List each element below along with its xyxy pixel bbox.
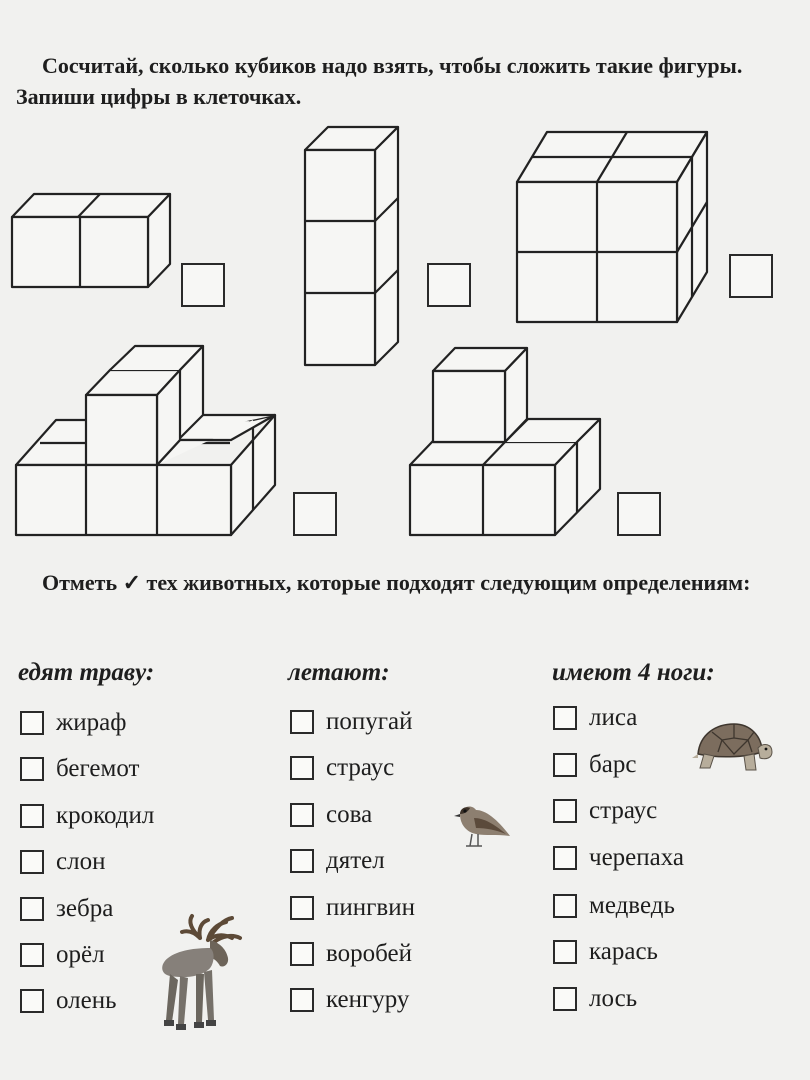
column-heading-four-legs: имеют 4 ноги: <box>552 659 715 686</box>
item-label: зебра <box>56 895 114 922</box>
task1-instruction: Сосчитай, сколько кубиков надо взять, чтобы сложить такие фигуры. Запиши цифры в клеточках. <box>16 53 743 109</box>
list-item[interactable] <box>553 795 657 827</box>
list-item[interactable] <box>20 753 139 785</box>
checkbox[interactable] <box>20 989 44 1013</box>
item-label: медведь <box>589 892 675 919</box>
checkbox[interactable] <box>20 804 44 828</box>
list-item[interactable] <box>20 893 113 925</box>
list-item[interactable] <box>553 936 658 968</box>
answer-box-figure-5[interactable] <box>617 492 661 536</box>
checkbox[interactable] <box>553 894 577 918</box>
list-item[interactable] <box>20 846 105 878</box>
checkbox[interactable] <box>553 940 577 964</box>
list-item[interactable] <box>290 845 385 877</box>
list-item[interactable] <box>290 984 409 1016</box>
moose-illustration <box>148 912 276 1040</box>
item-label: олень <box>56 987 117 1014</box>
checkbox[interactable] <box>290 849 314 873</box>
checkbox[interactable] <box>553 799 577 823</box>
list-item[interactable] <box>20 800 154 832</box>
figure-2 <box>305 127 398 365</box>
item-label: слон <box>56 848 106 875</box>
checkbox[interactable] <box>290 942 314 966</box>
list-item[interactable] <box>553 842 684 874</box>
list-item[interactable] <box>20 707 126 739</box>
checkbox[interactable] <box>290 756 314 780</box>
column-heading-fly: летают: <box>288 659 390 686</box>
list-item[interactable] <box>290 799 372 831</box>
item-label: орёл <box>56 941 105 968</box>
answer-box-figure-1[interactable] <box>181 263 225 307</box>
checkbox[interactable] <box>20 943 44 967</box>
answer-box-figure-4[interactable] <box>293 492 337 536</box>
item-label: карась <box>589 938 658 965</box>
item-label: страус <box>326 754 395 781</box>
item-label: пингвин <box>326 894 415 921</box>
list-item[interactable] <box>553 890 675 922</box>
item-label: попугай <box>326 708 413 735</box>
list-item[interactable] <box>290 938 412 970</box>
item-label: жираф <box>56 709 127 736</box>
sparrow-illustration <box>452 800 514 852</box>
item-label: крокодил <box>56 802 155 829</box>
item-label: страус <box>589 797 658 824</box>
item-label: сова <box>326 801 373 828</box>
item-label: кенгуру <box>326 986 410 1013</box>
checkbox[interactable] <box>553 846 577 870</box>
check-mark-icon: ✓ <box>122 570 142 595</box>
item-label: бегемот <box>56 755 140 782</box>
list-item[interactable] <box>20 985 117 1017</box>
list-item[interactable] <box>290 892 415 924</box>
checkbox[interactable] <box>20 757 44 781</box>
checkbox[interactable] <box>20 897 44 921</box>
turtle-illustration <box>692 718 774 780</box>
checkbox[interactable] <box>553 987 577 1011</box>
answer-box-figure-3[interactable] <box>729 254 773 298</box>
figure-3 <box>517 132 707 322</box>
list-item[interactable] <box>553 983 637 1015</box>
answer-box-figure-2[interactable] <box>427 263 471 307</box>
item-label: воробей <box>326 940 412 967</box>
list-item[interactable] <box>290 752 394 784</box>
figure-5 <box>410 348 600 535</box>
item-label: черепаха <box>589 844 685 871</box>
checkbox[interactable] <box>20 711 44 735</box>
figure-1 <box>12 194 170 287</box>
item-label: лось <box>589 985 638 1012</box>
checkbox[interactable] <box>290 988 314 1012</box>
task2-instruction <box>16 567 796 598</box>
checkbox[interactable] <box>290 803 314 827</box>
checkbox[interactable] <box>20 850 44 874</box>
list-item[interactable] <box>553 702 637 734</box>
item-label: лиса <box>589 704 638 731</box>
list-item[interactable] <box>553 749 636 781</box>
figure-4 <box>16 346 275 535</box>
list-item[interactable] <box>290 706 413 738</box>
task2-before: Отметь <box>42 570 123 595</box>
checkbox[interactable] <box>290 710 314 734</box>
list-item[interactable] <box>20 939 105 971</box>
column-heading-eat-grass: едят траву: <box>18 659 155 686</box>
item-label: барс <box>589 751 637 778</box>
item-label: дятел <box>326 847 385 874</box>
checkbox[interactable] <box>553 706 577 730</box>
checkbox[interactable] <box>290 896 314 920</box>
checkbox[interactable] <box>553 753 577 777</box>
task2-after: тех животных, которые подходят следующим определениям: <box>141 570 751 595</box>
